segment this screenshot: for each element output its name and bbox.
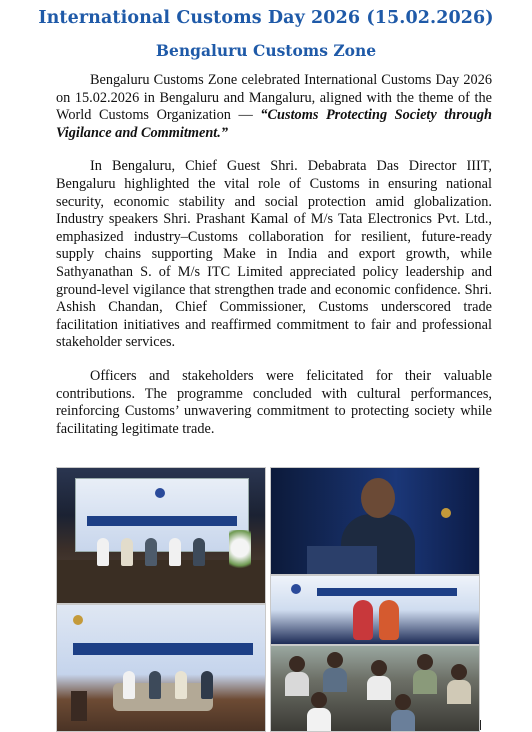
banner-heading-graphic bbox=[87, 516, 237, 526]
person-figure bbox=[169, 538, 181, 566]
audience-member bbox=[367, 676, 391, 700]
audience-member bbox=[327, 652, 343, 668]
audience-member bbox=[285, 672, 309, 696]
banner-heading-graphic bbox=[317, 588, 457, 596]
page-title: International Customs Day 2026 (15.02.2026) bbox=[38, 8, 494, 28]
paragraph-1 bbox=[56, 72, 492, 142]
audience-member bbox=[395, 694, 411, 710]
speaker-head bbox=[361, 478, 395, 518]
customs-emblem-icon bbox=[291, 584, 301, 594]
page-subtitle: Bengaluru Customs Zone bbox=[155, 41, 377, 60]
audience-member bbox=[307, 708, 331, 732]
wco-theme: “Customs Protecting Society through Vigilance and Commitment.” bbox=[56, 107, 492, 141]
customs-emblem-icon bbox=[155, 488, 165, 498]
audience-member bbox=[451, 664, 467, 680]
audience-member bbox=[371, 660, 387, 676]
page-edge-mark bbox=[480, 720, 481, 730]
banner-heading-graphic bbox=[73, 643, 253, 655]
paragraph-3: Officers and stakeholders were felicitated for their valuable contributions. The programme concluded with cultural performances, reinforcing Customs’ unwavering commitment to protecting society while facilitating legitimate trade. bbox=[56, 367, 492, 437]
flower-arrangement bbox=[229, 530, 251, 575]
person-figure bbox=[175, 671, 187, 699]
audience-member bbox=[289, 656, 305, 672]
podium bbox=[307, 546, 377, 575]
photo-panel-discussion bbox=[56, 604, 266, 732]
audience-member bbox=[417, 654, 433, 670]
audience-member bbox=[391, 710, 415, 732]
dancer-figure bbox=[379, 600, 399, 640]
audience-member bbox=[413, 670, 437, 694]
paragraph-2: In Bengaluru, Chief Guest Shri. Debabrata Das Director IIIT, Bengaluru highlighted the vital role of Customs in ensuring national security, economic stability and social protection amid globalization. Industry speakers Shri. Prashant Kamal of M/s Tata Electronics Pvt. Ltd., emphasized industry–Customs collaboration for resilient, future-ready supply chains supporting Make in India and export growth, while Sathyanathan S. of M/s ITC Limited appreciated policy leadership and ground-level vigilance that strengthen trade and economic confidence. Shri. Ashish Chandan, Chief Commissioner, Customs underscored trade facilitation initiatives and reaffirmed commitment to fair and professional stakeholder services. bbox=[56, 158, 492, 351]
person-figure bbox=[149, 671, 161, 699]
person-figure bbox=[97, 538, 109, 566]
article-body bbox=[56, 72, 492, 454]
person-figure bbox=[193, 538, 205, 566]
person-figure bbox=[145, 538, 157, 566]
photo-cultural-performance bbox=[270, 575, 480, 645]
audience-member bbox=[447, 680, 471, 704]
photo-audience bbox=[270, 645, 480, 732]
audience-member bbox=[311, 692, 327, 708]
photo-dais-dignitaries bbox=[56, 467, 266, 604]
person-figure bbox=[121, 538, 133, 566]
national-emblem-icon bbox=[441, 508, 451, 518]
audience-member bbox=[323, 668, 347, 692]
podium bbox=[71, 691, 87, 721]
person-figure bbox=[123, 671, 135, 699]
person-figure bbox=[201, 671, 213, 699]
dancer-figure bbox=[353, 600, 373, 640]
photo-chief-guest-speaking bbox=[270, 467, 480, 575]
national-emblem-icon bbox=[73, 615, 83, 625]
paragraph-1-text: Bengaluru Customs Zone celebrated International Customs Day 2026 on 15.02.2026 in Bengaluru and Mangaluru, aligned with the theme of the World Customs Organization — bbox=[56, 72, 492, 124]
